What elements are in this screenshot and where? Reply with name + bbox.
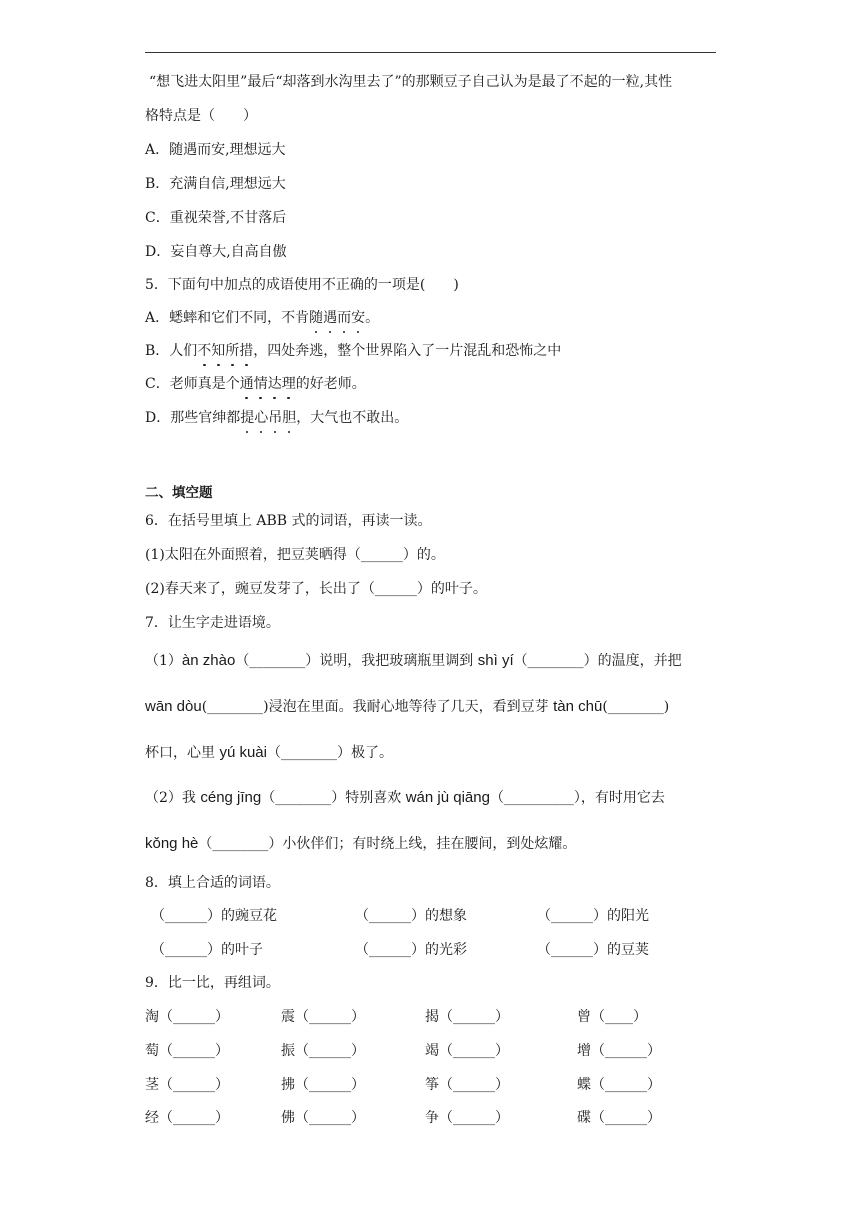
word-group-item: 拂（______） xyxy=(281,1077,365,1093)
dotted-char: 理 xyxy=(281,376,296,392)
q7-para-5 xyxy=(145,834,576,854)
word-group-item: 佛（______） xyxy=(281,1110,365,1126)
q7-stem: 7．让生字走进语境。 xyxy=(145,615,280,631)
text: （________）特别喜欢 xyxy=(261,790,406,806)
dotted-char: 所 xyxy=(225,343,240,359)
text: （________）的温度，并把 xyxy=(513,653,682,669)
dotted-char: 遇 xyxy=(323,310,338,326)
word-group-item: 振（______） xyxy=(281,1043,365,1059)
q4-option-a: A．随遇而安,理想远大 xyxy=(145,142,286,158)
text: （1） xyxy=(145,653,182,669)
word-group-item: 茎（______） xyxy=(145,1077,229,1093)
q5-a-text: A．蟋蟀和它们不同，不肯 xyxy=(145,310,310,326)
q5-option-c xyxy=(145,374,366,394)
dotted-char: 而 xyxy=(337,310,352,326)
q9-row xyxy=(145,1007,725,1027)
q8-stem: 8．填上合适的词语。 xyxy=(145,875,280,891)
dotted-char: 提 xyxy=(240,410,255,426)
fill-blank-item: （______）的豆荚 xyxy=(537,942,649,958)
pinyin: wān dòu xyxy=(145,698,202,715)
q8-row xyxy=(145,940,725,960)
q5-option-a xyxy=(145,308,379,328)
text: (________)浸泡在里面。我耐心地等待了几天，看到豆芽 xyxy=(201,699,554,715)
q6-stem: 6．在括号里填上 ABB 式的词语，再读一读。 xyxy=(145,513,432,529)
q9-row xyxy=(145,1075,725,1095)
section-title: 二、填空题 xyxy=(145,485,213,501)
text: （________）小伙伴们；有时绕上线，挂在腰间，到处炫耀。 xyxy=(198,836,577,852)
word-group-item: 经（______） xyxy=(145,1110,229,1126)
q5-option-d xyxy=(145,408,408,428)
q4-option-b: B．充满自信,理想远大 xyxy=(145,176,286,192)
word-group-item: 揭（______） xyxy=(425,1009,509,1025)
q7-para-1 xyxy=(145,651,682,671)
fill-blank-item: （______）的叶子 xyxy=(151,942,263,958)
q8-row xyxy=(145,906,725,926)
q5-c-text: C．老师真是个 xyxy=(145,376,240,392)
q7-para-3 xyxy=(145,743,393,763)
dotted-char: 随 xyxy=(309,310,324,326)
word-group-item: 筝（______） xyxy=(425,1077,509,1093)
q9-stem: 9．比一比，再组词。 xyxy=(145,975,280,991)
text: （________）说明，我把玻璃瓶里调到 xyxy=(235,653,478,669)
dotted-char: 通 xyxy=(239,376,254,392)
word-group-item: 萄（______） xyxy=(145,1043,229,1059)
q7-para-4 xyxy=(145,788,665,808)
q4-stem-line2: 格特点是（ ） xyxy=(145,108,257,124)
dotted-char: 达 xyxy=(267,376,282,392)
dotted-char: 安 xyxy=(351,310,366,326)
word-group-item: 曾（____） xyxy=(577,1009,647,1025)
fill-blank-item: （______）的阳光 xyxy=(537,908,649,924)
pinyin: shì yí xyxy=(477,652,514,669)
q5-a-tail: 。 xyxy=(365,310,380,326)
q5-d-tail: ，大气也不敢出。 xyxy=(296,410,409,426)
q9-row xyxy=(145,1108,725,1128)
pinyin: kǒng hè xyxy=(145,835,199,852)
pinyin: wán jù qiāng xyxy=(405,789,490,806)
q9-row xyxy=(145,1041,725,1061)
pinyin: àn zhào xyxy=(181,652,236,669)
word-group-item: 蝶（______） xyxy=(577,1077,661,1093)
q5-b-tail: ，四处奔逃，整个世界陷入了一片混乱和恐怖之中 xyxy=(253,343,562,359)
text: （________）极了。 xyxy=(266,745,393,761)
q4-stem-line1: “想飞进太阳里”最后“却落到水沟里去了”的那颗豆子自己认为是最了不起的一粒,其性 xyxy=(149,74,673,90)
dotted-char: 胆 xyxy=(282,410,297,426)
q5-option-b xyxy=(145,341,561,361)
text: (________) xyxy=(602,699,670,715)
word-group-item: 碟（______） xyxy=(577,1110,661,1126)
dotted-char: 吊 xyxy=(268,410,283,426)
dotted-char: 不 xyxy=(197,343,212,359)
q4-option-d: D．妄自尊大,自高自傲 xyxy=(145,244,287,260)
text: （__________），有时用它去 xyxy=(489,790,665,806)
word-group-item: 竭（______） xyxy=(425,1043,509,1059)
q6-sentence-1: (1)太阳在外面照着，把豆荚晒得（______）的。 xyxy=(145,547,445,563)
q7-para-2 xyxy=(145,697,669,717)
word-group-item: 震（______） xyxy=(281,1009,365,1025)
dotted-char: 心 xyxy=(254,410,269,426)
q5-b-text: B．人们 xyxy=(145,343,198,359)
word-group-item: 争（______） xyxy=(425,1110,509,1126)
header-rule xyxy=(145,52,716,53)
q5-stem: 5．下面句中加点的成语使用不正确的一项是( ) xyxy=(145,277,459,293)
fill-blank-item: （______）的豌豆花 xyxy=(151,908,277,924)
q6-sentence-2: (2)春天来了，豌豆发芽了，长出了（______）的叶子。 xyxy=(145,581,487,597)
dotted-char: 措 xyxy=(239,343,254,359)
text: （2）我 xyxy=(145,790,201,806)
text: 杯口，心里 xyxy=(145,745,220,761)
q4-option-c: C．重视荣誉,不甘落后 xyxy=(145,210,287,226)
fill-blank-item: （______）的想象 xyxy=(355,908,467,924)
pinyin: tàn chū xyxy=(553,698,603,715)
word-group-item: 淘（______） xyxy=(145,1009,229,1025)
dotted-char: 情 xyxy=(253,376,268,392)
q5-d-text: D．那些官绅都 xyxy=(145,410,241,426)
fill-blank-item: （______）的光彩 xyxy=(355,942,467,958)
word-group-item: 增（______） xyxy=(577,1043,661,1059)
pinyin: céng jīng xyxy=(200,789,262,806)
q5-c-tail: 的好老师。 xyxy=(295,376,366,392)
pinyin: yú kuài xyxy=(219,744,267,761)
dotted-char: 知 xyxy=(211,343,226,359)
